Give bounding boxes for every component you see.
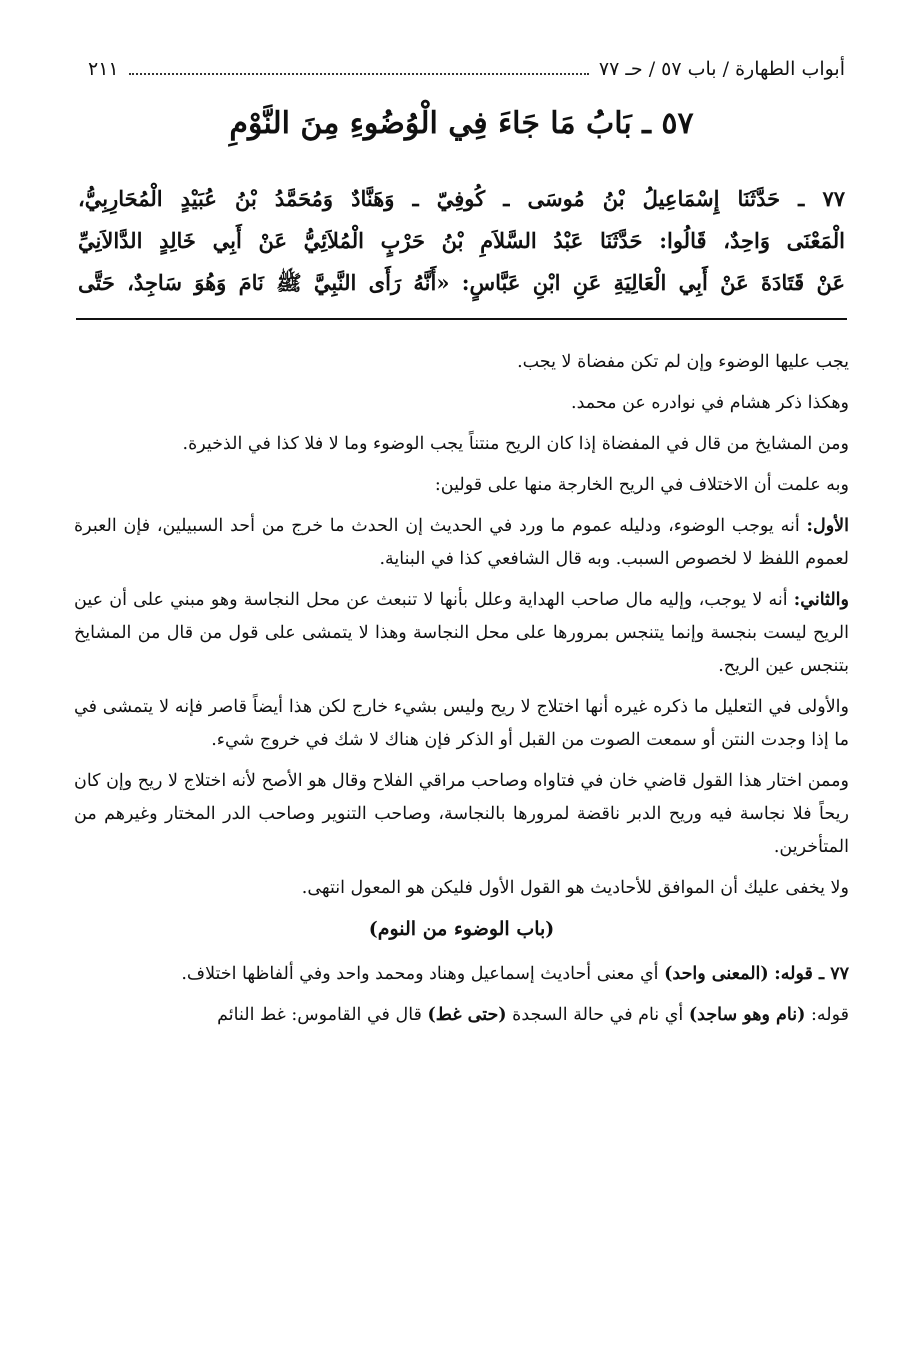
commentary-paragraph: وهكذا ذكر هشام في نوادره عن محمد. — [571, 393, 849, 413]
quoted-phrase: (حتى غط) — [427, 1005, 507, 1025]
commentary-paragraph: ولا يخفى عليك أن الموافق للأحاديث هو القول الأول فليكن هو المعول انتهى. — [301, 878, 849, 898]
chapter-title: ٥٧ ـ بَابُ مَا جَاءَ فِي الْوُضُوءِ مِنَ النَّوْمِ — [229, 106, 694, 141]
note-number: ٧٧ ـ قوله: — [774, 964, 849, 984]
header-dotted-leader — [129, 59, 589, 75]
commentary-paragraph: والأولى في التعليل ما ذكره غيره أنها اختلاج لا ريح وليس بشيء خارج لكن هذا أيضاً قاصر فإنه لا يتمشى في ما إذا وجدت النتن أو سمعت الصوت من القبل أو الذكر فإن هناك لا شك في خروج شيء. — [74, 697, 849, 750]
opinion-text-second: أنه لا يوجب، وإليه مال صاحب الهداية وعلل بأنها لا تنبعث عن محل النجاسة وهو مبني على أن عين الريح ليست بنجسة وإنما يتنجس بمرورها على محل النجاسة وهذا لا يتمشى على قول من قال من المشايخ بتنجس عين الريح. — [74, 590, 849, 676]
note-label: قوله: — [810, 1005, 849, 1025]
commentary-paragraph: وبه علمت أن الاختلاف في الريح الخارجة منها على قولين: — [434, 475, 849, 495]
hadith-line: ٧٧ ـ حَدَّثَنَا إِسْمَاعِيلُ بْنُ مُوسَى ـ كُوفِيّ ـ وَهَنَّادٌ وَمُحَمَّدُ بْنُ عُبَيْدٍ الْمُحَارِبِيُّ، — [78, 186, 845, 211]
commentary-paragraph: يجب عليها الوضوء وإن لم تكن مفضاة لا يجب. — [517, 352, 849, 372]
opinion-text-first: أنه يوجب الوضوء، ودليله عموم ما ورد في الحديث إن الحدث ما خرج من أحد السبيلين، فإن العبرة لعموم اللفظ لا لخصوص السبب. وبه قال الشافعي كذا في البناية. — [74, 516, 849, 569]
commentary-paragraph — [74, 584, 849, 683]
hadith-line: الْمَعْنَى وَاحِدٌ، قَالُوا: حَدَّثَنَا عَبْدُ السَّلاَمِ بْنُ حَرْبٍ الْمُلاَئِيُّ عَنْ أَبِي خَالِدٍ الدَّالاَنِيِّ — [78, 228, 845, 253]
commentary — [74, 346, 849, 1040]
quoted-phrase: (المعنى واحد) — [664, 964, 769, 984]
page-number: ٢١١ — [88, 58, 119, 80]
page-header — [88, 58, 845, 90]
note-text: أي نام في حالة السجدة — [512, 1005, 684, 1025]
opinion-label-second: والثاني: — [793, 590, 849, 610]
commentary-paragraph — [74, 999, 849, 1032]
note-text: أي معنى أحاديث إسماعيل وهناد ومحمد واحد وفي ألفاظها اختلاف. — [181, 964, 659, 984]
footnote-divider — [76, 318, 847, 320]
running-title: أبواب الطهارة / باب ٥٧ / حـ ٧٧ — [598, 58, 845, 80]
commentary-paragraph: وممن اختار هذا القول قاضي خان في فتاواه وصاحب مراقي الفلاح وقال هو الأصح لأنه اختلاج لا ريح وإن كان ريحاً فلا نجاسة فيه وريح الدبر ناقضة لمرورها بالنجاسة، وصاحب التنوير وصاحب الدر المختار وغيرهم من المتأخرين. — [74, 771, 849, 857]
commentary-paragraph: ومن المشايخ من قال في المفضاة إذا كان الريح منتناً يجب الوضوء وما لا فلا كذا في الذخيرة. — [182, 434, 849, 454]
quoted-phrase: (نام وهو ساجد) — [688, 1005, 806, 1025]
opinion-label-first: الأول: — [806, 516, 849, 536]
commentary-sub-heading: (باب الوضوء من النوم) — [368, 918, 555, 940]
commentary-paragraph — [74, 510, 849, 576]
hadith-line: عَنْ قَتَادَةَ عَنْ أَبِي الْعَالِيَةِ عَنِ ابْنِ عَبَّاسٍ: «أَنَّهُ رَأَى النَّبِيَّ ﷺ نَامَ وَهُوَ سَاجِدٌ، حَتَّى — [78, 270, 845, 295]
hadith-text — [78, 178, 845, 304]
commentary-paragraph — [74, 958, 849, 991]
note-text: قال في القاموس: غط النائم — [217, 1005, 422, 1025]
